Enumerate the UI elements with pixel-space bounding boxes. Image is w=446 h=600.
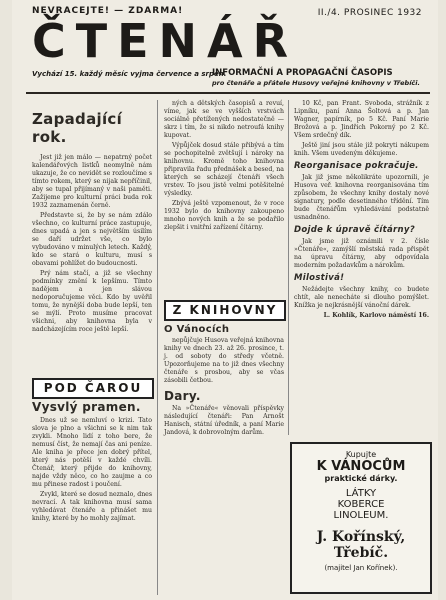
newspaper-subtitle: INFORMAČNÍ A PROPAGAČNÍ ČASOPIS (212, 68, 393, 78)
paragraph: Ještě jiní jsou stále již pokryti nákupem knih. Všem uvedeným děkujeme. (294, 142, 429, 157)
article-title: Vysvlý pramen. (32, 400, 141, 414)
nevracejte-banner: NEVRACEJTE! — ZDARMA! (32, 6, 184, 16)
paragraph: Na »Čtenáře« věnovali příspěvky následující čtenáři: Pan Arnošt Hanisch, státní úředník, a paní Marie Jandová, k dobrovolným darům. (164, 405, 284, 436)
ad-line: LÁTKY (345, 488, 377, 499)
masthead (12, 0, 438, 90)
paragraph: Jak jsme již oznámili v 2. čísle »Čtenáře«, zamýšlí městská rada přispět na úpravu čítárny, aby odpovídala moderním požadavkům a nárokům. (294, 238, 429, 269)
ad-line: Kupujte (345, 450, 377, 459)
paragraph: Jest již jen málo — nepatrný počet kalendářových listků neomylně nám ukazuje, že co nevidět se rozloučíme s tímto rokem, který se nijak nepříčinil, aby se tupal přijímaný v naši paměti. Zažijeme pro kulturní práci buda rok 1932 zaznamenán černě. (32, 154, 152, 209)
article-continuation (164, 100, 284, 234)
article-zapadajici (32, 110, 152, 336)
article-z-knihovny (164, 324, 284, 439)
paragraph: Zvykl, které se dosud neznalo, dnes nevrací. A tak knihovna musí sama vyhledávat čtenáře a přinášet mu knihy, které by ho mohly zajímat. (32, 491, 153, 522)
paragraph: 10 Kč, pan Frant. Svoboda, strážník z Lipníku, paní Anna Šoltová a p. Jan Wagner, papírník, po 5 Kč. Paní Marie Brožová a p. Jindřich Pokorný po 2 Kč. Všem srdečný dík. (294, 100, 429, 139)
frequency-note: Vychází 15. každý měsíc vyjma července a srpen. (32, 70, 227, 78)
article-col3 (294, 100, 429, 322)
paragraph: Nežádejte všechny knihy, co budete chtít, ale nenecháte si dlouho pomýšlet. Knížka je nejkrásnější vánoční dárek. (294, 286, 429, 309)
ad-headline: K VÁNOCŮM (316, 459, 406, 474)
paragraph: Prý nám stačí, a již se všechny podmínky změní k lepšímu. Tímto nadějem a jen slávou nedoporučujeme věci. Kdo by uvěřil tomu, že nynější doba bude lepší, ten se mýlí. Proto musíme pracovat všichni, aby knihovna byla v nadcházejícím roce ještě lepší. (32, 270, 152, 333)
ad-line: KOBERCE (337, 499, 385, 510)
article-pod-carou (32, 400, 152, 525)
article-title: Zapadající rok. (32, 110, 123, 146)
section-title: Dojde k úpravě čítárny? (294, 225, 415, 235)
section-title: Milostivá! (294, 273, 345, 283)
advertisement (290, 442, 432, 594)
paragraph: ných a dětských časopisů a revuí, víme, jak se ve vyšších vrstvách sociálně přetížených nedostatečně — skrz i tím, že si nikdo netroufá knihy kupovat. (164, 100, 284, 139)
column-divider (157, 100, 158, 595)
paragraph: Zbývá ještě vzpomenout, že v roce 1932 bylo do knihovny zakoupeno mnoho nových knih a že se podařilo zlepšit i vnitřní zařízení čítárny. (164, 200, 284, 231)
z-knihovny-label: Z KNIHOVNY (164, 300, 286, 321)
pod-carou-label: POD ČAROU (32, 378, 154, 399)
newspaper-page (12, 0, 438, 600)
newspaper-title: ČTENÁŘ (32, 14, 299, 68)
newspaper-subtitle-2: pro čtenáře a přátele Husovy veřejné knihovny v Třebíči. (212, 79, 420, 87)
ad-shop-name: J. Kořínský, Třebíč. (316, 529, 406, 561)
paragraph: Představte si, že by se nám zdálo všechno, co kulturní práce zastupuje, dnes upadá a jen s největším úsilím se daří udržet vše, co bylo vybudováno v minulých letech. Každý, kdo se stará o kulturu, musí s obavami pohlížet do budoucnosti. (32, 212, 152, 267)
paragraph: Dnes už se nemluví o krizi. Tato slova je plno a všichni se k nim tak zvykli. Mnoho lidí z toho bere, že nemusí číst, že nemají čas ani peníze. Ale kniha je přece jen dobrý přítel, který nás potěší v každé chvíli. Čtenář, který přijde do knihovny, najde vždy něco, co ho zaujme a co mu přinese radost i poučení. (32, 417, 152, 488)
section-title: Dary. (164, 389, 201, 403)
section-title: O Vánocích (164, 324, 230, 335)
ad-owner: (majitel Jan Kořínek). (324, 564, 398, 572)
signature: L. Kohlík, Karlovo náměstí 16. (323, 312, 429, 319)
issue-date: II./4. PROSINEC 1932 (317, 8, 422, 18)
paragraph: Výpůjček dosud stále přibývá a tím se pochopitelně zvětšují i nároky na knihovnu. Kromě toho knihovna připravila řadu přednášek a besed, na kterých se scházejí čtenáři všech vrstev. To jsou jistě velmi potěšitelné výsledky. (164, 142, 284, 197)
paragraph: Jak již jsme několikráte upozornili, je Husova veř. knihovna reorganisována tím způsobem, že všechny knihy dostaly nové signatury, podle desetinného třídění. Tím bude čtenářům vyhledávání podstatně usnadněno. (294, 174, 429, 221)
ad-line: LINOLEUM. (333, 510, 389, 521)
masthead-rule (26, 92, 430, 94)
paragraph: nepůjčuje Husova veřejná knihovna knihy ve dnech 23. až 26. prosince, t. j. od soboty do středy včetně. Upozorňujeme na to již dnes všechny čtenáře s prosbou, aby se včas zásobili četbou. (164, 337, 284, 384)
section-title: Reorganisace pokračuje. (294, 161, 419, 171)
ad-line: praktické dárky. (324, 474, 398, 483)
column-divider (288, 100, 289, 435)
